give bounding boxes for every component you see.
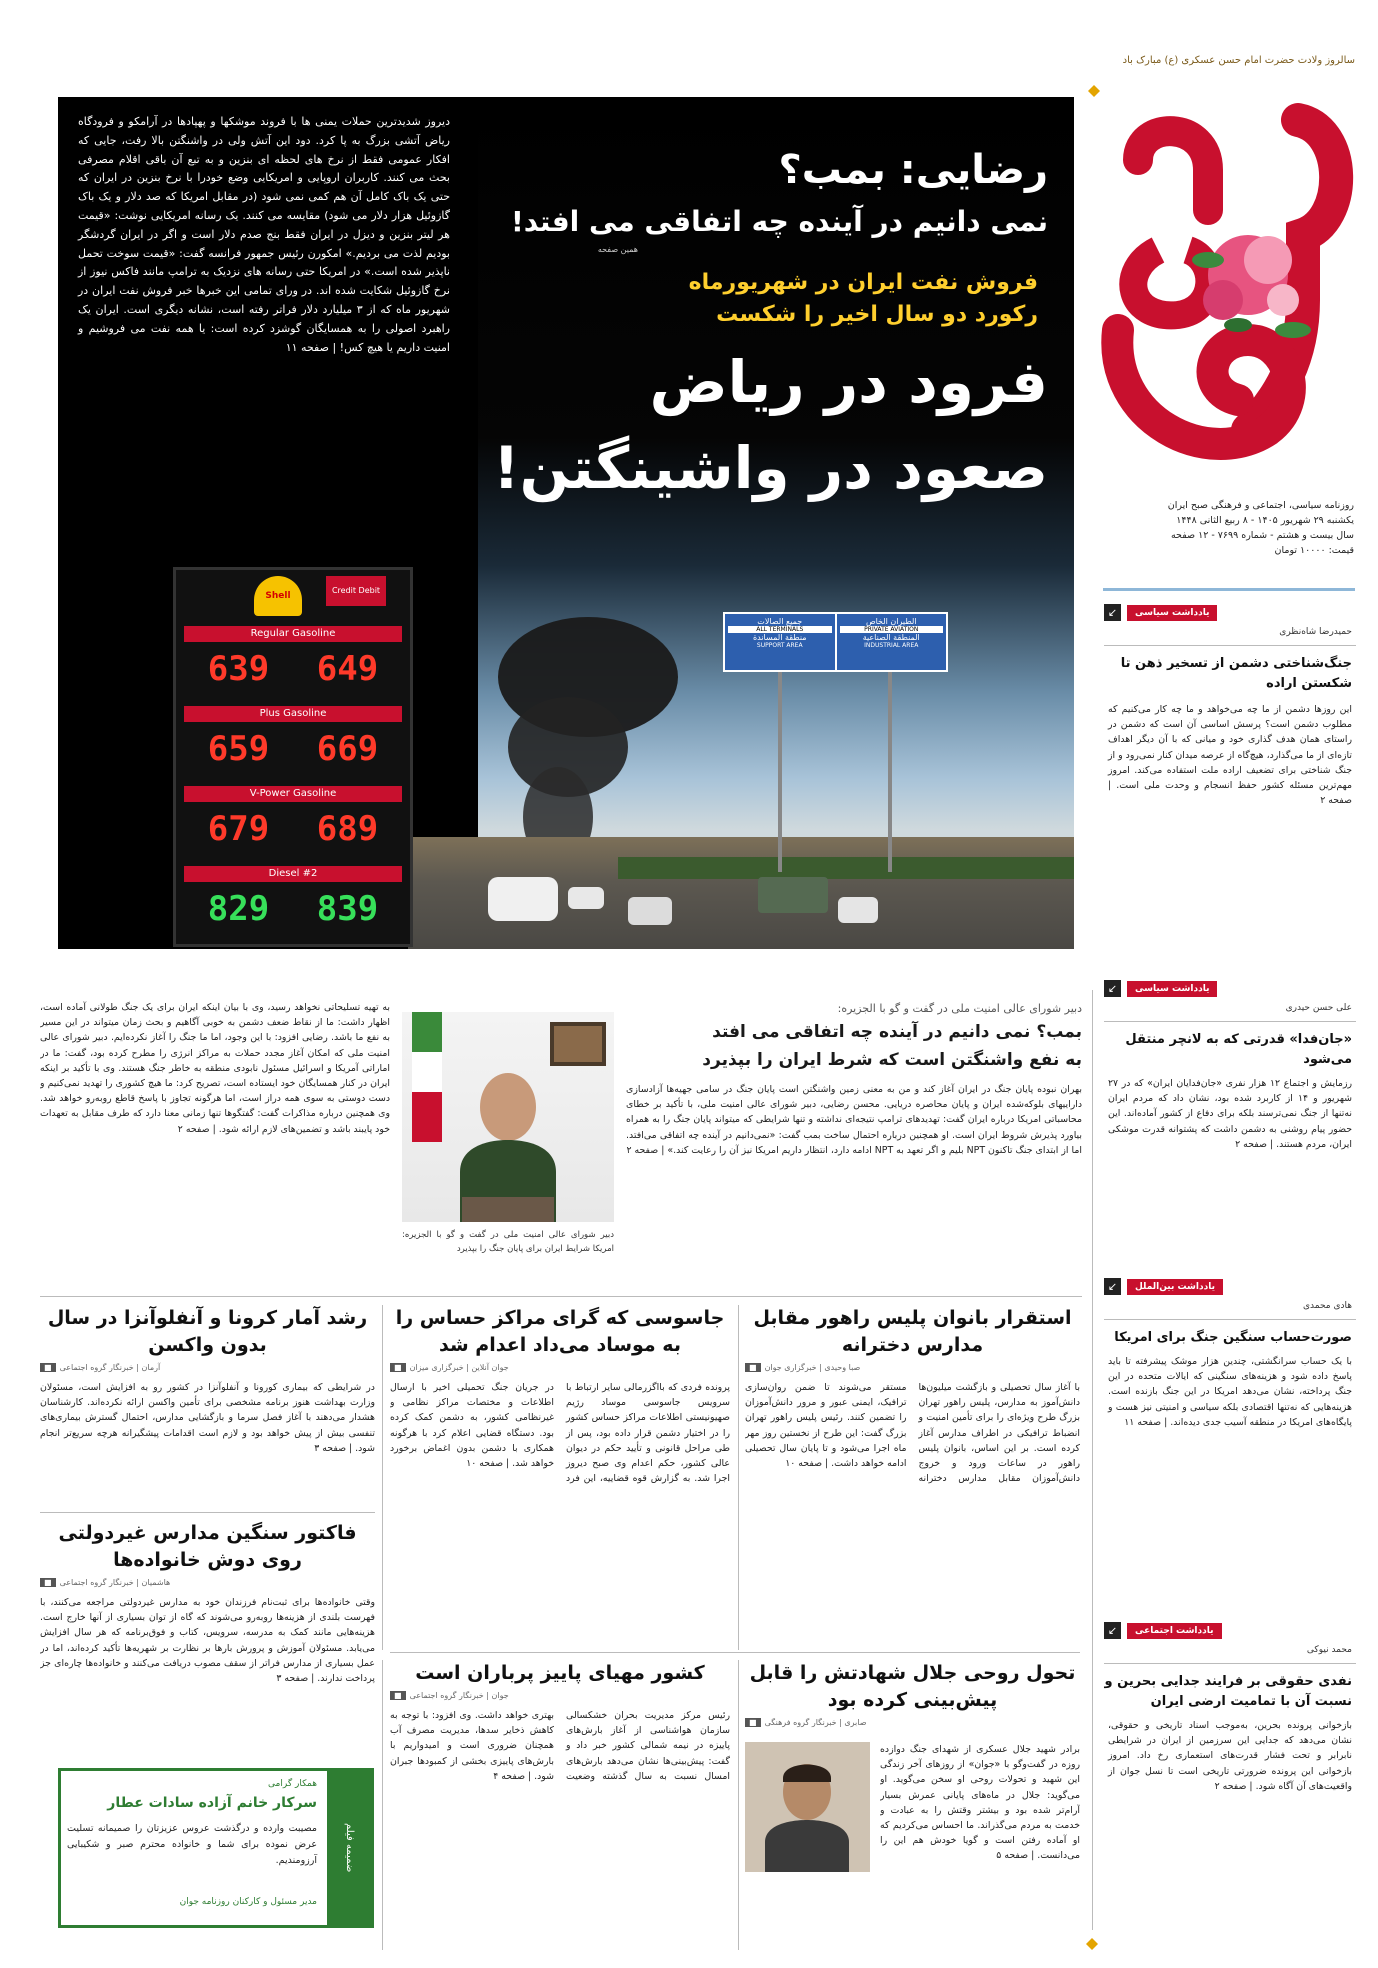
interview-right-text: بهران نبوده پایان جنگ در ایران آغاز کند و من به معنی زمین واشنگتن است پایان جنگ در سامی جهیه‌ها آزادسازی داراییهای بلوکه‌شده ایران و پایان محاصره دریایی. محسن رضایی، دبیر شورای عالی امنیت ملی، با تأکید بر خطای محاسباتی امریکا درباره ایران گفت: تهدیدهای ترامپ نتیجه‌ای نداشته و تنها شرایطی که میتواند پایان جنگ را به همراه بیاورد پذیرش شروط ایران است. او همچنین درباره احتمال ساخت بمب گفت: «نمی‌دانیم در آینده چه اتفاقی می‌افتد. اما از ابتدای جنگ تاکنون NPT بلیم و اگر تعهد به NPT ادامه دارد، انتظار داریم امریکا نیز آن را رعایت کند.» | صفحه ۲ [626,1084,1082,1156]
sidebar-tag: یادداشت سیاسی [1127,605,1217,621]
article-byline: صابری | خبرنگار گروه فرهنگی ■ [745,1718,1080,1727]
sidebar-author: محمد نیوکی [1306,1645,1352,1655]
article-title: استقرار بانوان پلیس راهور مقابل مدارس دخترانه [753,1307,1072,1356]
gas-price-row [176,782,410,862]
corner-ornament [1086,1935,1098,1947]
road-sign-text: المنطقة الصناعية [862,633,920,642]
article-byline: هاشمیان | خبرنگار گروه اجتماعی ■ [40,1578,375,1587]
arrow-icon: ↙ [1104,604,1121,621]
article-text: در شرایطی که بیماری کورونا و آنفلوآنزا در کشور رو به افزایش است، مسئولان وزارت بهداشت هنوز برنامه مشخصی برای تأمین واکسن ارائه نکرده‌اند. کارشناسان هشدار می‌دهند با آغاز فصل سرما و بازگشایی مدارس، احتمال گسترش بیماری‌های تنفسی بیش از پیش خواهد بود و لازم است اقدامات پیشگیرانه هرچه سریع‌تر انجام شود. | صفحه ۳ [40,1382,375,1454]
road-sign-text: PRIVATE AVIATION [840,626,944,633]
condolence-ad [58,1768,374,1928]
logo [1098,100,1356,490]
article-title: رشد آمار کرونا و آنفلوآنزا در سال بدون واکسن [47,1307,368,1356]
article-martyr [745,1660,1080,1950]
article-title: کشور مهیای پاییز پرباران است [415,1662,705,1684]
article-byline: صبا وحیدی | خبرگزاری جوان ■ [745,1363,1080,1372]
price-digits: 839 [316,889,379,929]
gas-rows [176,622,410,942]
portrait-caption: دبیر شورای عالی امنیت ملی در گفت و گو با الجزیره: امریکا شرایط ایران برای پایان جنگ را بپذیرد [402,1230,614,1254]
paper-description: روزنامه سیاسی، اجتماعی و فرهنگی صبح ایران [1167,500,1354,511]
sidebar-title: صورت‌حساب سنگین جنگ برای امریکا [1114,1330,1352,1345]
byline-text: جوان | خبرنگار گروه اجتماعی [409,1691,509,1700]
fuel-name: Regular Gasoline [184,626,402,642]
hero-sub-2: رکورد دو سال اخیر را شکست [716,302,1038,327]
sidebar-article [1104,980,1356,1270]
road-sign-text: ALL TERMINALS [728,626,832,633]
byline-text: صابری | خبرنگار گروه فرهنگی [764,1718,867,1727]
article-byline: آرمان | خبرنگار گروه اجتماعی ■ [40,1363,375,1372]
ad-header: همکار گرامی [268,1779,317,1789]
article-title: جاسوسی که گرای مراکز حساس را به موساد می‌داد اعدام شد [395,1307,725,1356]
article-text: با آغاز سال تحصیلی و بازگشت میلیون‌ها دانش‌آموز به مدارس، پلیس راهور تهران بزرگ طرح ویژه‌ای را برای تأمین امنیت و انضباط ترافیکی در اطراف مدارس آغاز کرده است. بر این اساس، بانوان پلیس راهور در ساعات ورود و خروج دانش‌آموزان مقابل مدارس دخترانه مستقر می‌شوند تا ضمن روان‌سازی ترافیک، ایمنی عبور و مرور دانش‌آموزان را تضمین کنند. رئیس پلیس راهور تهران بزرگ گفت: این طرح از نخستین روز مهر ماه اجرا می‌شود و تا پایان سال تحصیلی ادامه خواهد داشت. | صفحه ۱۰ [745,1382,1080,1485]
road-sign-text: SUPPORT AREA [756,642,803,649]
hero-kicker-ref: همین صفحه [597,245,638,254]
car [628,897,672,925]
sidebar-text: بازخوانی پرونده بحرین، به‌موجب اسناد تاریخی و حقوقی، نشان می‌دهد که جدایی این سرزمین از ایران در شرایطی نابرابر و تحت فشار قدرت‌های استعماری رخ داد. امروز بازخوانی این پرونده ضرورتی تاریخی است تا نسل جوان از واقعیت‌های آن آگاه شود. | صفحه ۲ [1108,1720,1352,1792]
sidebar-author: علی حسن حیدری [1285,1003,1352,1013]
issue-number: سال بیست و هشتم - شماره ۷۶۹۹ - ۱۲ صفحه [1170,530,1354,541]
sidebar-text: با یک حساب سرانگشتی، چندین هزار موشک پیشرفته تا باید پاسخ داده شود و هزینه‌های سنگینی که ایالات متحده در این جنگ پرداخته، نشان می‌دهد امریکا در این جنگ بازنده است. هزینه‌هایی که نه‌تنها اقتصادی بلکه سیاسی و امنیتی نیز هست و پایگاه‌های امریکا در منطقه آسیب جدی دیده‌اند. | صفحه ۱۱ [1108,1356,1352,1428]
road-sign-text: INDUSTRIAL AREA [864,642,919,649]
article-spy [390,1305,730,1650]
gas-price-row [176,702,410,782]
price-digits: 689 [316,809,379,849]
arrow-icon: ↙ [1104,1278,1121,1295]
article-text: پرونده فردی که بااگزرمالی سایر ارتباط با سرویس جاسوسی موساد رژیم صهیونیستی اطلاعات مراکز حساس کشور را در اختیار دشمن قرار داده بود، پس از طی مراحل قانونی و تأیید حکم در دیوان عالی کشور، حکم اعدام وی صبح دیروز اجرا شد. به گزارش قوه قضاییه، این فرد در جریان جنگ تحمیلی اخیر با ارسال اطلاعات و مختصات مراکز نظامی و غیرنظامی کشور، به دشمن کمک کرده بود. دستگاه قضایی اعلام کرد با هرگونه همکاری با دشمن بدون اغماض برخورد خواهد شد. | صفحه ۱۰ [390,1382,730,1485]
fuel-name: V-Power Gasoline [184,786,402,802]
hero-photo [58,97,1074,949]
arrow-icon: ↙ [1104,1622,1121,1639]
byline-text: هاشمیان | خبرنگار گروه اجتماعی [59,1578,171,1587]
interview-title: بمب؟ نمی دانیم در آینده چه اتفاقی می افتد [712,1022,1082,1042]
car [488,877,558,921]
divider [40,1296,1082,1297]
ad-side-label: ضمیمه فیلم [327,1771,371,1925]
road-sign-text: جميع الصالات [757,617,803,626]
column-divider [738,1305,739,1650]
sidebar-author: حمیدرضا شاه‌نظری [1279,627,1352,637]
article-fees [40,1520,375,1745]
sidebar-text: این روزها دشمن از ما چه می‌خواهد و ما چه کار می‌کنیم که مطلوب دشمن است؟ پرسش اساسی آن است که دشمن در راستای همان هدف گذاری خود و میانی که با آن دیگر اهداف تازه‌ای از ما می‌گذارد، هیچ‌گاه از عرصه میدان کنار نمی‌رود و از جنگ شناختی برای تضعیف اراده ملت استفاده می‌کند. امروز مهم‌ترین مسئله کشور حفظ انسجام و وحدت ملی است. | صفحه ۲ [1108,704,1352,807]
article-autumn [390,1660,730,1950]
car [568,887,604,909]
column-divider [738,1660,739,1950]
road-sign-text: منطقة المساندة [752,633,807,642]
article-byline: جوان آنلاین | خبرگزاری میزان ■ [390,1363,730,1372]
sidebar-title: نفدی حقوقی بر فرایند جدایی بحرین و نسبت آن با تمامیت ارضی ایران [1104,1674,1352,1709]
sidebar-title: «جان‌فدا» قدرتی که به لانچر منتقل می‌شود [1125,1032,1352,1067]
gas-price-sign [173,567,413,947]
hero-kicker: رضایی: بمب؟ [778,147,1048,193]
divider [390,1652,1080,1653]
fuel-name: Diesel #2 [184,866,402,882]
gas-price-row [176,622,410,702]
byline-text: جوان آنلاین | خبرگزاری میزان [409,1363,509,1372]
hero-intro: دیروز شدیدترین حملات یمنی ها با فروند موشکها و پهپادها در آرامکو و فرودگاه ریاض آتشی بزرگ به پا کرد. دود این آتش ولی در واشنگتن بالا رفت، جایی که افکار عمومی فقط از نرخ های لحظه ای بنزین و به تبع آن باقی اقلام مصرفی بحث می کنند. کاربران اروپایی و امریکایی وضع خودرا با نرخ بنزین در ایران که حتی یک باک کامل آن هم کمی نمی شود (در مقابل امریکا که صد دلار و یک باک گازوئیل هزار دلار می شود) مقایسه می کنند. یک رسانه امریکایی نوشت: «قیمت هر لیتر بنزین و دیزل در ایران فقط بنج صدم دلار است و اگر در ایران گردشگر بودیم لذت می بردیم.» امکورن رئیس جمهور فرانسه گفت: «قیمت سوخت تحمل ناپذیر شده است.» در امریکا حتی رسانه های نزدیک به ترامپ مانند فاکس نیوز از نرخ گازوئیل شکایت شده اند. در ورای تمامی این خبرها خبر فروش نفت ایران در شهریور ماه که از ۳ میلیارد دلار فراتر رفته است، نشانه دیگری است. ایران یک راهبرد اصولی را به همسایگان گوشزد کرده است: یا همه نفت می فروشیم و امنیت داریم یا هیچ کس! | صفحه ۱۱ [78,115,450,354]
article-text-cont [745,1878,870,1944]
sidebar-article [1104,1278,1356,1618]
masthead-info [1104,498,1354,584]
hero-sub-1: فروش نفت ایران در شهریورماه [688,270,1038,295]
fuel-name: Plus Gasoline [184,706,402,722]
price-digits: 829 [207,889,270,929]
interview-main [626,1000,1082,1290]
column-divider [1092,990,1093,1930]
divider [1103,588,1355,591]
portrait-photo [402,1012,614,1222]
road-sign-text: الطيران الخاص [865,617,917,626]
sidebar-text: رزمایش و اجتماع ۱۲ هزار نفری «جان‌فدایان ایران» که در ۲۷ شهریور و ۱۴ از کاربرد شده بود، نشان داد که مردم ایران نه‌تنها از جنگ نمی‌ترسند بلکه برای دفاع از کشور آماده‌اند. این حضور پیام روشنی به دشمن داشت که پشتوانه قدرت موشکی ایران، مردم هستند. | صفحه ۲ [1108,1078,1353,1150]
interview-left-col [40,1000,390,1290]
sidebar-article [1104,1622,1356,1952]
interview-subtitle: به نفع واشنگتن است که شرط ایران را بپذیرد [702,1050,1082,1070]
sidebar [1104,604,1356,1954]
corner-ornament [1088,82,1100,94]
byline-text: آرمان | خبرنگار گروه اجتماعی [59,1363,161,1372]
hero-headlines [478,107,1058,627]
article-title: فاکتور سنگین مدارس غیردولتی روی دوش خانواده‌ها [58,1522,357,1571]
sidebar-tag: یادداشت اجتماعی [1127,1623,1222,1639]
ad-body: مصیبت وارده و درگذشت عروس عزیزتان را صمیمانه تسلیت عرض نموده برای شما و خانواده محترم صبر و شکیبایی آرزومندیم. [67,1823,317,1866]
article-byline: جوان | خبرنگار گروه اجتماعی ■ [390,1691,730,1700]
sidebar-author: هادی محمدی [1302,1301,1352,1311]
divider [40,1512,375,1513]
article-police [745,1305,1080,1650]
sidebar-tag: یادداشت سیاسی [1127,981,1217,997]
price: قیمت: ۱۰۰۰۰ تومان [1274,545,1354,556]
shell-logo: Shell [254,576,302,616]
issue-date: یکشنبه ۲۹ شهریور ۱۴۰۵ - ۸ ربیع الثانی ۱۴۴۸ [1176,515,1354,526]
article-text: وقتی خانواده‌ها برای ثبت‌نام فرزندان خود به مدارس غیردولتی مراجعه می‌کنند، با فهرست بلندی از هزینه‌ها روبه‌رو می‌شوند که گاه از توان بسیاری از آنها خارج است. هزینه‌هایی مانند کمک به مدرسه، سرویس، کتاب و فوق‌برنامه که هر سال افزایش می‌یابد. مسئولان آموزش و پرورش بارها بر نظارت بر شهریه‌ها تأکید کرده‌اند، اما در عمل بسیاری از مدارس فراتر از سقف مصوب دریافت می‌کنند و خانواده‌ها چاره‌ای جز پرداخت ندارند. | صفحه ۳ [40,1597,375,1685]
occasion-text: سالروز ولادت حضرت امام حسن عسکری (ع) مبارک باد [1122,55,1355,66]
gas-price-row [176,862,410,942]
interview-label: دبیر شورای عالی امنیت ملی در گفت و گو با الجزیره: [837,1002,1082,1015]
column-divider [382,1305,383,1650]
price-digits: 639 [207,649,270,689]
hero-headline-2: صعود در واشینگتن! [493,434,1048,502]
arrow-icon: ↙ [1104,980,1121,997]
column-divider [382,1660,383,1950]
price-digits: 649 [316,649,379,689]
sidebar-title: جنگ‌شناختی دشمن از تسخیر ذهن تا شکستن اراده [1120,656,1352,691]
price-digits: 659 [207,729,270,769]
hero-headline-1: فرود در ریاض [649,348,1048,416]
article-text: رئیس مرکز مدیریت بحران خشکسالی سازمان هواشناسی از آغاز بارش‌های پاییزه در نیمه شمالی کشور خبر داد و گفت: پیش‌بینی‌ها نشان می‌دهد بارش‌های امسال نسبت به سال گذشته وضعیت بهتری خواهد داشت. وی افزود: با توجه به کاهش ذخایر سدها، مدیریت مصرف آب همچنان ضروری است و امیدواریم با بارش‌های پاییزی بخشی از کمبودها جبران شود. | صفحه ۴ [390,1710,730,1782]
occasion-note [1105,52,1355,92]
hero-kicker-2: نمی دانیم در آینده چه اتفاقی می افتد! [510,205,1048,238]
car [838,897,878,923]
martyr-photo [745,1742,870,1872]
byline-text: صبا وحیدی | خبرگزاری جوان [764,1363,861,1372]
ad-signature: مدیر مسئول و کارکنان روزنامه جوان [179,1897,317,1907]
sidebar-article [1104,604,1356,979]
credit-debit-label: Credit Debit [326,576,386,606]
truck [758,877,828,913]
article-corona [40,1305,375,1510]
ad-name: سرکار خانم آزاده سادات عطار [107,1795,317,1811]
article-text: برادر شهید جلال عسکری از شهدای جنگ دوازده روزه در گفت‌وگو با «جوان» از روزهای آخر زندگی این شهید و تحولات روحی او سخن می‌گوید. او می‌گوید: جلال در ماه‌های پایانی عمرش بسیار آرام‌تر شده بود و بیشتر وقتش را به عبادت و خدمت به مردم می‌گذراند. ما احساس می‌کردیم که او آماده رفتن است و گویا خودش هم این را می‌دانست. | صفحه ۵ [880,1744,1080,1862]
interview-left-text: به تهیه تسلیحاتی نخواهد رسید، وی با بیان اینکه ایران برای یک جنگ طولانی آماده است، اظهار داشت: ما از نقاط ضعف دشمن به خوبی آگاهیم و بحث زمان میتواند در این مسیر به نفع ما باشد. رضایی افزود: با این وجود، اما ما جنگ را آغاز نکرده‌ایم. دبیر شورای عالی امنیت ملی که امکان آغاز مجدد حملات به مراکز انرژی را مطرح کرده بود، گفت: ما در اماراتی آمریکا و اسرائیل مسئول نابودی منطقه به خاطر جنگ هستند. وی با تأکید بر اینکه ایران در کنار همسایگان خود ایستاده است، تصریح کرد: ما هیچ کشوری را تهدید نمی‌کنیم و دست دوستی به سوی همه دراز است، اما هرگونه تجاوز با پاسخ قاطع روبه‌رو خواهد شد. وی همچنین درباره مذاکرات گفت: گفتگوها تنها زمانی معنا دارد که طرف مقابل به تعهدات خود پایبند باشد و تضمین‌های لازم ارائه شود. | صفحه ۲ [40,1002,390,1135]
article-title: تحول روحی جلال شهادتش را قابل پیش‌بینی کرده بود [749,1662,1076,1711]
sidebar-tag: یادداشت بین‌الملل [1127,1279,1223,1295]
price-digits: 669 [316,729,379,769]
interview-block [40,1000,1082,1290]
price-digits: 679 [207,809,270,849]
